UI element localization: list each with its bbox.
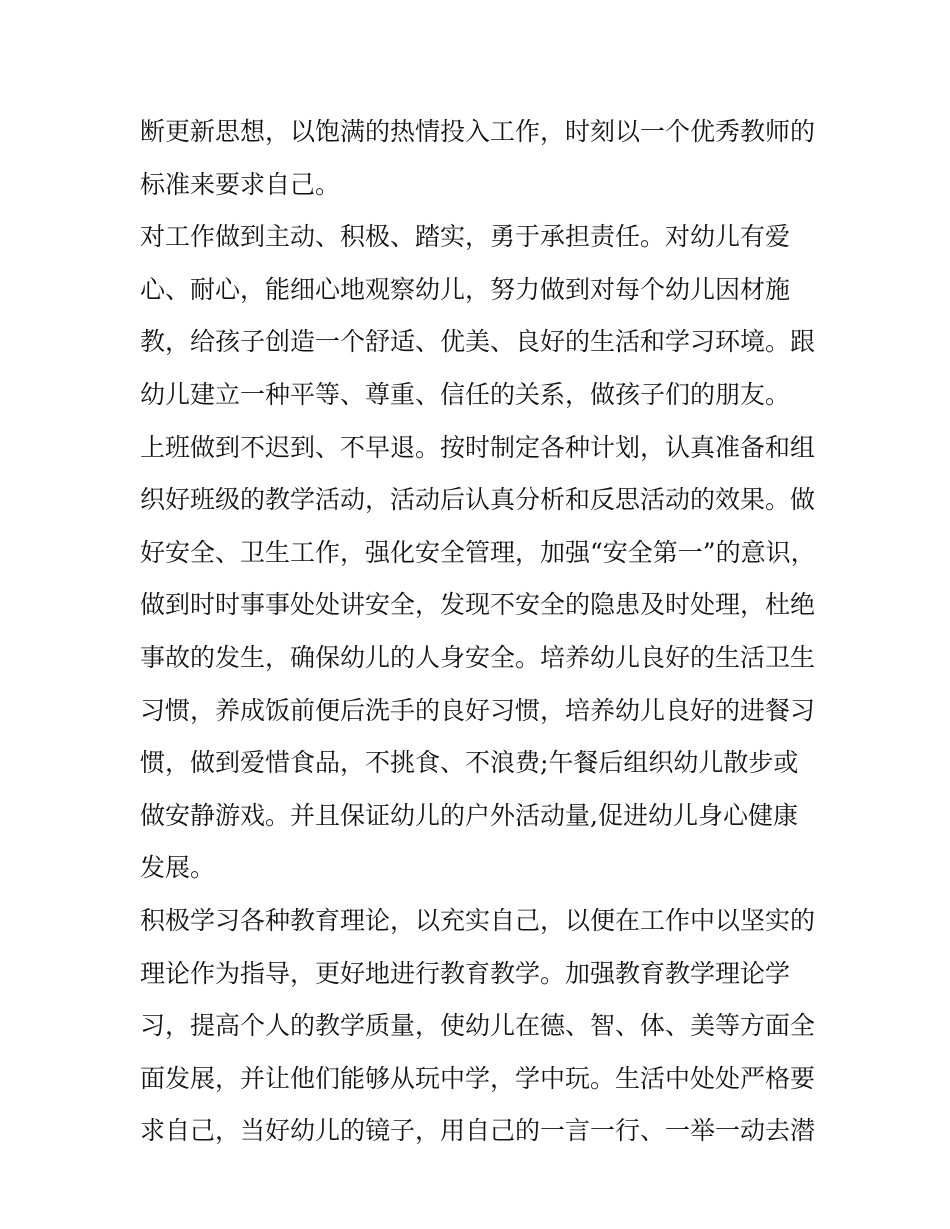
text-line: 断更新思想，以饱满的热情投入工作，时刻以一个优秀教师的 bbox=[140, 117, 816, 146]
text-line: 求自己，当好幼儿的镜子，用自己的一言一行、一举一动去潜 bbox=[140, 1116, 816, 1146]
text-line: 习，提高个人的教学质量，使幼儿在德、智、体、美等方面全 bbox=[140, 1011, 816, 1041]
text-line: 事故的发生，确保幼儿的人身安全。培养幼儿良好的生活卫生 bbox=[140, 642, 816, 672]
text-line: 心、耐心，能细心地观察幼儿，努力做到对每个幼儿因材施 bbox=[140, 274, 791, 304]
text-line: 面发展，并让他们能够从玩中学，学中玩。生活中处处严格要 bbox=[140, 1063, 816, 1093]
text-line: 标准来要求自己。 bbox=[140, 169, 341, 199]
text-line: 习惯，养成饭前便后洗手的良好习惯，培养幼儿良好的进餐习 bbox=[140, 695, 816, 725]
text-line: 织好班级的教学活动，活动后认真分析和反思活动的效果。做 bbox=[140, 485, 816, 515]
text-line: 发展。 bbox=[140, 853, 216, 883]
text-line: 上班做到不迟到、不早退。按时制定各种计划，认真准备和组 bbox=[140, 432, 816, 462]
body-text bbox=[140, 106, 820, 1158]
text-line: 惯，做到爱惜食品，不挑食、不浪费;午餐后组织幼儿散步或 bbox=[140, 748, 799, 778]
text-line: 做到时时事事处处讲安全，发现不安全的隐患及时处理，杜绝 bbox=[140, 590, 816, 620]
text-line: 做安静游戏。并且保证幼儿的户外活动量,促进幼儿身心健康 bbox=[140, 800, 798, 830]
text-line: 理论作为指导，更好地进行教育教学。加强教育教学理论学 bbox=[140, 958, 791, 988]
text-line: 幼儿建立一种平等、尊重、信任的关系，做孩子们的朋友。 bbox=[140, 379, 791, 409]
text-line: 好安全、卫生工作，强化安全管理，加强“安全第一”的意识， bbox=[140, 537, 816, 567]
text-line: 对工作做到主动、积极、踏实，勇于承担责任。对幼儿有爱 bbox=[140, 222, 791, 252]
text-line: 积极学习各种教育理论，以充实自己，以便在工作中以坚实的 bbox=[140, 905, 816, 935]
text-line: 教，给孩子创造一个舒适、优美、良好的生活和学习环境。跟 bbox=[140, 327, 816, 357]
